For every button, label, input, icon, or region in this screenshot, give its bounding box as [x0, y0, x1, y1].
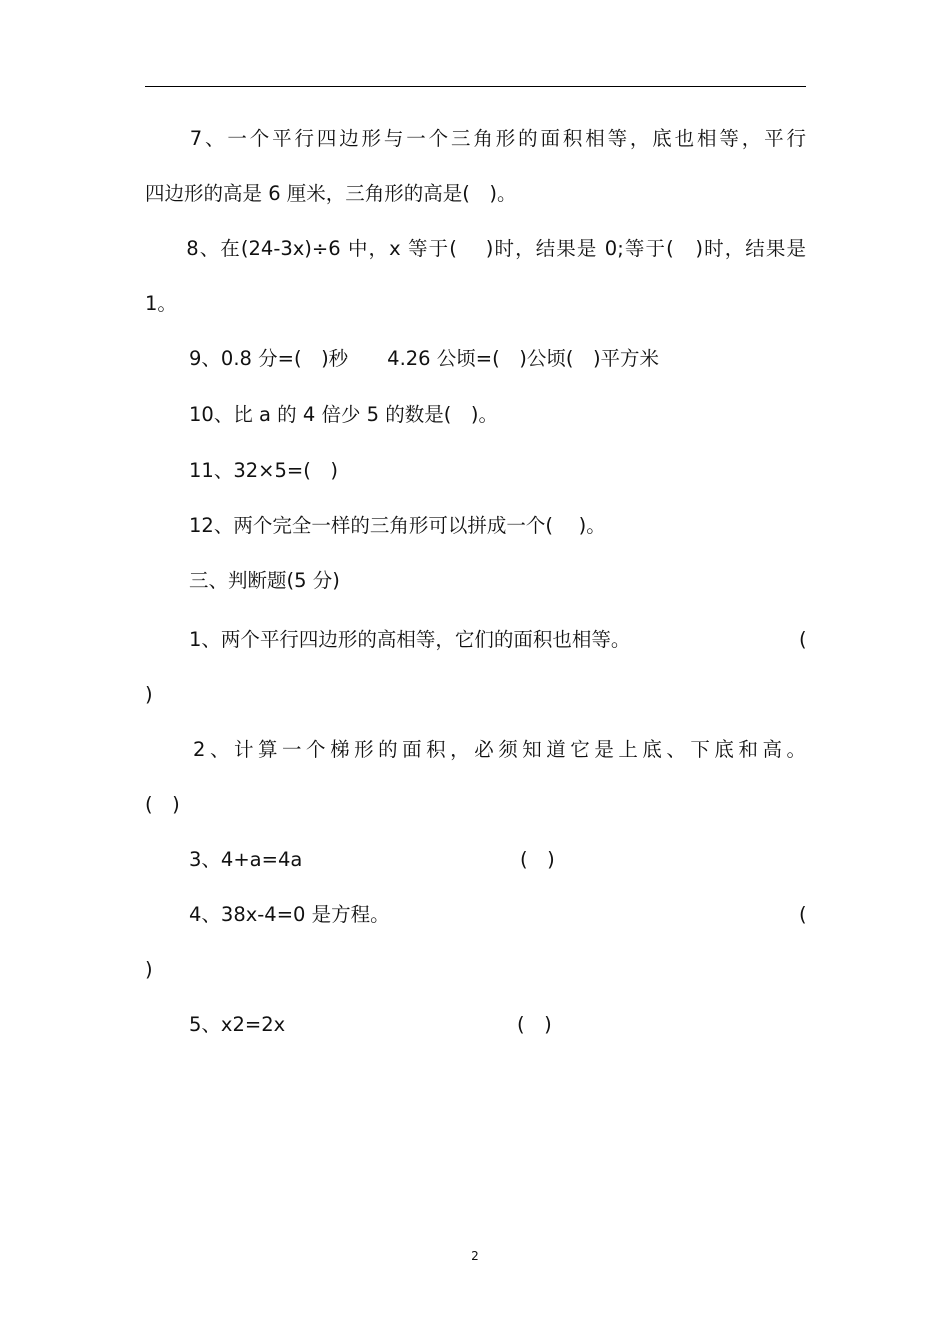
judge-4-text: 4、38x-4=0 是方程。	[189, 903, 390, 926]
page-number: 2	[471, 1249, 479, 1263]
judge-2-paren: ( )	[145, 793, 180, 816]
question-7-line-1: 7、一个平行四边形与一个三角形的面积相等，底也相等，平行	[145, 127, 806, 150]
judge-1-close-paren: )	[145, 683, 153, 706]
question-9: 9、0.8 分=( )秒 4.26 公顷=( )公顷( )平方米	[189, 347, 660, 370]
section-heading-judge: 三、判断题(5 分)	[189, 569, 340, 592]
question-7-line-2: 四边形的高是 6 厘米，三角形的高是( )。	[145, 182, 517, 205]
judge-1-text: 1、两个平行四边形的高相等，它们的面积也相等。	[189, 628, 631, 651]
question-10: 10、比 a 的 4 倍少 5 的数是( )。	[189, 403, 498, 426]
judge-4-open-paren: (	[799, 903, 807, 926]
question-8-line-1: 8、在(24-3x)÷6 中，x 等于( )时，结果是 0;等于( )时，结果是	[145, 237, 806, 260]
judge-3-text: 3、4+a=4a	[189, 848, 303, 871]
judge-5-paren: ( )	[517, 1013, 552, 1036]
judge-4-close-paren: )	[145, 958, 153, 981]
question-12: 12、两个完全一样的三角形可以拼成一个( )。	[189, 514, 606, 537]
judge-1-open-paren: (	[799, 628, 807, 651]
header-rule	[145, 86, 806, 87]
question-8-line-2: 1。	[145, 292, 177, 315]
question-11: 11、32×5=( )	[189, 459, 338, 482]
judge-3-paren: ( )	[520, 848, 555, 871]
judge-5-text: 5、x2=2x	[189, 1013, 286, 1036]
judge-2-line-1: 2、计算一个梯形的面积，必须知道它是上底、下底和高。	[145, 738, 806, 761]
